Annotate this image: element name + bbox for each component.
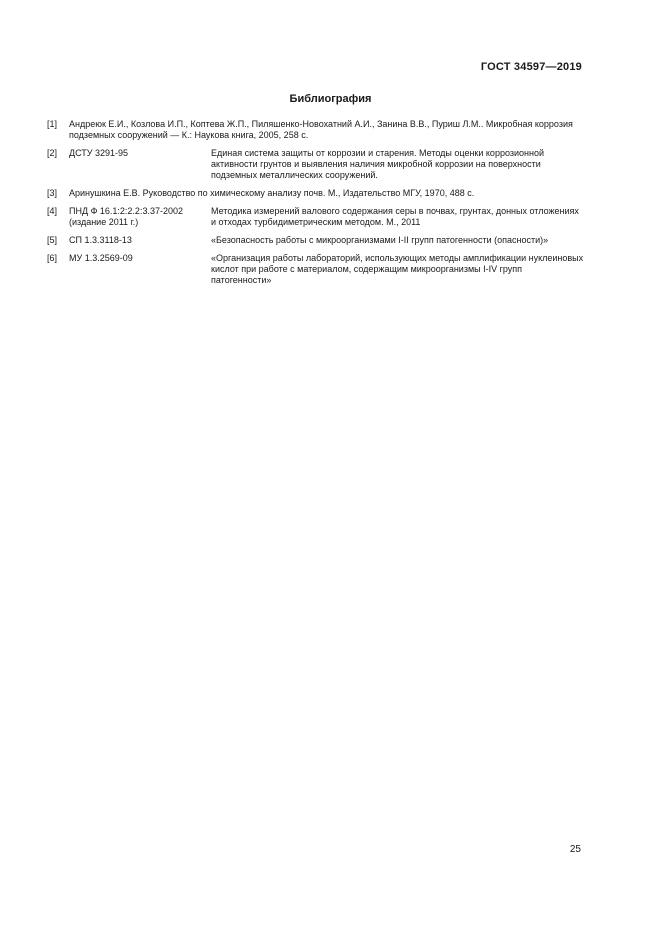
bibliography-entry xyxy=(47,119,584,141)
bibliography-entry xyxy=(47,148,584,181)
entry-code: СП 1.3.3118-13 xyxy=(69,235,132,245)
document-standard-header: ГОСТ 34597—2019 xyxy=(480,61,582,73)
bibliography-title: Библиография xyxy=(289,93,372,105)
entry-text: «Безопасность работы с микроорганизмами I-II групп патогенности (опасности)» xyxy=(211,235,549,245)
entry-text: «Организация работы лабораторий, использующих методы амплификации нуклеиновых кислот при работе с материалом, содержащим микроорганизмы I-IV групп патогенности» xyxy=(211,253,584,285)
bibliography-entry xyxy=(47,235,584,246)
entry-code: ПНД Ф 16.1:2:2.2:3.37-2002 (издание 2011 г.) xyxy=(69,206,183,227)
bibliography-entry xyxy=(47,253,584,286)
entry-text: Методика измерений валового содержания серы в почвах, грунтах, донных отложениях и отходах турбидиметрическим методом. М., 2011 xyxy=(211,206,579,227)
page-number: 25 xyxy=(569,844,581,855)
entry-number: [1] xyxy=(47,119,58,129)
bibliography-list xyxy=(47,119,584,293)
entry-number: [4] xyxy=(47,206,58,216)
entry-number: [6] xyxy=(47,253,58,263)
bibliography-entry xyxy=(47,188,584,199)
entry-number: [5] xyxy=(47,235,58,245)
entry-number: [2] xyxy=(47,148,58,158)
entry-code: ДСТУ 3291-95 xyxy=(69,148,129,158)
bibliography-entry xyxy=(47,206,584,228)
entry-text: Аринушкина Е.В. Руководство по химическому анализу почв. М., Издательство МГУ, 1970, 488 с. xyxy=(69,188,475,198)
entry-text: Андреюк Е.И., Козлова И.П., Коптева Ж.П., Пиляшенко-Новохатний А.И., Занина В.В., Пуриш Л.М.. Микробная коррозия подземных сооружений — К.: Наукова книга, 2005, 258 с. xyxy=(69,119,573,140)
entry-code: МУ 1.3.2569-09 xyxy=(69,253,133,263)
entry-text: Единая система защиты от коррозии и старения. Методы оценки коррозионной активности грунтов и выявления наличия микробной коррозии на поверхности подземных металлических сооружений. xyxy=(211,148,544,180)
entry-number: [3] xyxy=(47,188,58,198)
